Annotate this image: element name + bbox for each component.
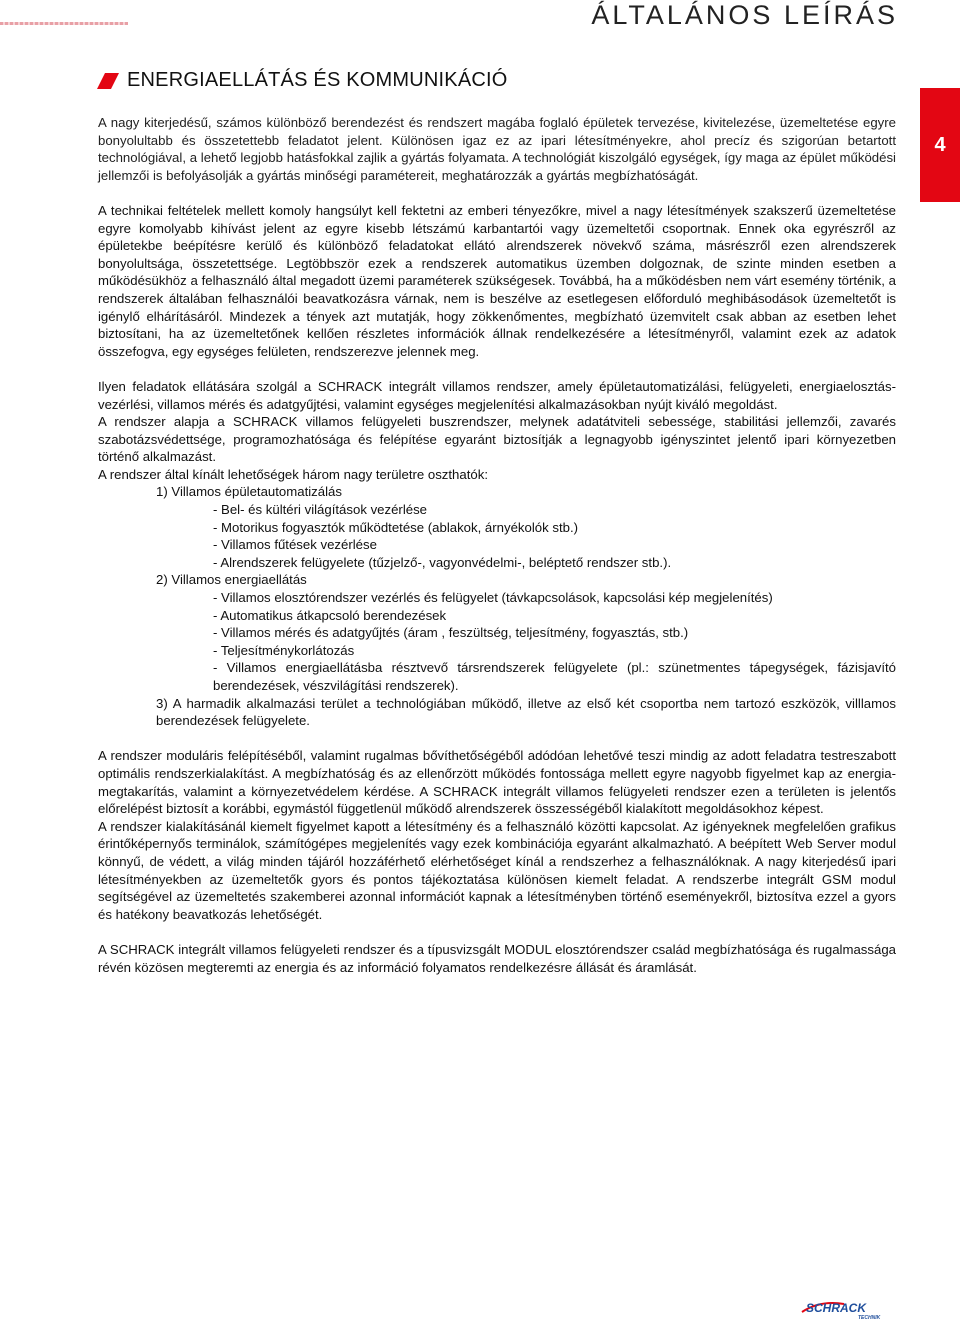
list-subitem: - Villamos energiaellátásba résztvevő társrendszerek felügyelete (pl.: szünetmentes tápegységek, fázisjavító berendezések, vészvilágítási rendszerek). [213,660,896,693]
list-item-area-3: 3) A harmadik alkalmazási terület a technológiában működő, illetve az első két csoportba nem tartozó eszközök, villlamos berendezések felügyelete. [156,695,896,729]
list-subitem: - Villamos mérés és adatgyűjtés (áram , feszültség, teljesítmény, fogyasztás, stb.) [213,625,689,641]
paragraph-user-interface: A rendszer kialakításánál kiemelt figyelmet kapott a létesítmény és a felhasználó közötti kapcsolat. Az igényeknek megfelelően grafikus érintőképernyős terminálok, számítógépes megjelenítés vagy ezek kombinációja egyaránt alkalmazható. A beépített Web Server modul könnyű, de védett, a világ minden tájáról hozzáférhető elérhetőséget kínál a rendszerhez a felhasználóknak. A nagy kiterjedésű ipari létesítményekben az üzemeltetők gyors és pontos tájékoztatása különösen kiemelt feladat. A rendszerbe integrált GSM modul segítségével az üzemeltetés szakemberei azonnal információt kapnak a létesítményben történő eseményekről, biztosítva ezzel a gyors és hatékony beavatkozás lehetőségét. [98,818,896,922]
schrack-logo [800,1298,882,1320]
svg-text:TECHNIK: TECHNIK [858,1315,881,1320]
paragraph-areas-intro: A rendszer által kínált lehetőségek három nagy területre oszthatók: [98,466,488,482]
list-item-area-1: 1) Villamos épületautomatizálás [156,484,342,500]
list-subitem: - Bel- és kültéri világítások vezérlése [213,502,428,518]
list-subitem: - Villamos elosztórendszer vezérlés és felügyelet (távkapcsolások, kapcsolási kép megjelenítés) [213,590,773,606]
list-subitem: - Alrendszerek felügyelete (tűzjelző-, vagyonvédelmi-, beléptető rendszer stb.). [213,554,672,570]
list-subitem: - Automatikus átkapcsoló berendezések [213,607,447,623]
paragraph-modularity: A rendszer moduláris felépítéséből, valamint rugalmas bővíthetőségéből adódóan lehetővé teszi mindig az adott feladatra testreszabott optimális rendszerkialakítást. A megbízhatóság és az ellenőrzött működés fontossága mellett egyre nagyobb figyelmet kap az energia-megtakarítás, valamint a környezetvédelem kérdése. A SCHRACK integrált villamos felügyeleti rendszer ezen a területen is jelentős előrelépést biztosít a korábbi, egymástól függetlenül működő alrendszerek összességéből kialakított megoldásokhoz képest. [98,748,896,817]
list-subitem: - Teljesítménykorlátozás [213,642,355,658]
paragraph-schrack-system: Ilyen feladatok ellátására szolgál a SCHRACK integrált villamos rendszer, amely épületautomatizálási, felügyeleti, energiaelosztás-vezérlési, villamos mérés és adatgyűjtési, valamint egységes megjelenítési alkalmazásokban nyújt kiváló megoldást. [98,378,896,412]
areas-list [98,483,896,729]
page-number-tab [920,88,960,202]
page-header-title: ÁLTALÁNOS LEÍRÁS [591,0,898,30]
top-decorative-rule [0,22,128,25]
paragraph-conclusion: A SCHRACK integrált villamos felügyeleti rendszer és a típusvizsgált MODUL elosztórendszer család megbízhatósága és rugalmassága révén közösen megteremti az energia és az információ folyamatos rendelkezésre állását és áramlását. [98,941,896,975]
page-number: 4 [934,133,946,156]
svg-text:SCHRACK: SCHRACK [806,1301,866,1315]
document-body [98,114,896,976]
list-item-area-2: 2) Villamos energiaellátás [156,572,307,588]
red-parallelogram-icon [97,73,119,89]
list-subitem: - Motorikus fogyasztók működtetése (ablakok, árnyékolók stb.) [213,519,579,535]
section-heading-text: ENERGIAELLÁTÁS ÉS KOMMUNIKÁCIÓ [127,69,508,91]
intro-paragraph: A nagy kiterjedésű, számos különböző berendezést és rendszert magába foglaló épületek tervezése, kivitelezése, üzemeltetése egyre bonyolultabb és összetettebb feladatot jelent. Különösen igaz ez az ipari létesítményekre, ahol precíz és szigorúan betartott technológiával, a lehető legjobb hatásfokkal zajlik a gyártás folyamata. A technológiát kiszolgáló egységek, így maga az épület működési jellemzői is befolyásolják a gyártás minőségi paramétereit, meghatározzák a gyártás megbízhatóságát. [98,115,896,183]
schrack-logo-mark [800,1298,882,1320]
paragraph-human-factors: A technikai feltételek mellett komoly hangsúlyt kell fektetni az emberi tényezőkre, mivel a nagy létesítmények szakszerű üzemeltetése egyre komolyabb kihívást jelent az egyre kisebb létszámú karbantartói vagy üzemeltetői csoportnak. Ennek oka egyrészről az épületekbe beépítésre kerülő és különböző feladatokat ellátó alrendszerek növekvő száma, másrészről ezen alrendszerek bonyolultsága, összetettsége. Legtöbbször ezek a rendszerek automatikus üzemben dolgoznak, de szinte minden esetben a működésükhöz a felhasználó által megadott üzemi paraméterek szükségesek. Továbbá, ha a működésben nem várt esemény történik, a rendszerek általában felhasználói beavatkozásra várnak, nem is beszélve az esetlegesen előforduló meghibásodások üzemeltetőt is igénylő elhárításáról. Mindezek a tények azt mutatják, hogy zökkenőmentes, megbízható üzemvitelt csak abban az esetben lehet biztosítani, ha az üzemeltetőnek kellően részletes információk állnak rendelkezésére a létesítményről, valamint ezek az adatok összefogva, egy egységes felületen, rendszerezve jelennek meg. [98,202,896,359]
paragraph-bus-system: A rendszer alapja a SCHRACK villamos felügyeleti buszrendszer, melynek adatátviteli sebessége, stabilitási jellemzői, zavarés szabotázsvédettsége, programozhatósága és felépítése egyaránt biztosítják a legnagyobb igényszintet jelentő ipari környezetben történő alkalmazást. [98,414,896,465]
list-subitem: - Villamos fűtések vezérlése [213,537,377,553]
section-heading [97,69,508,92]
